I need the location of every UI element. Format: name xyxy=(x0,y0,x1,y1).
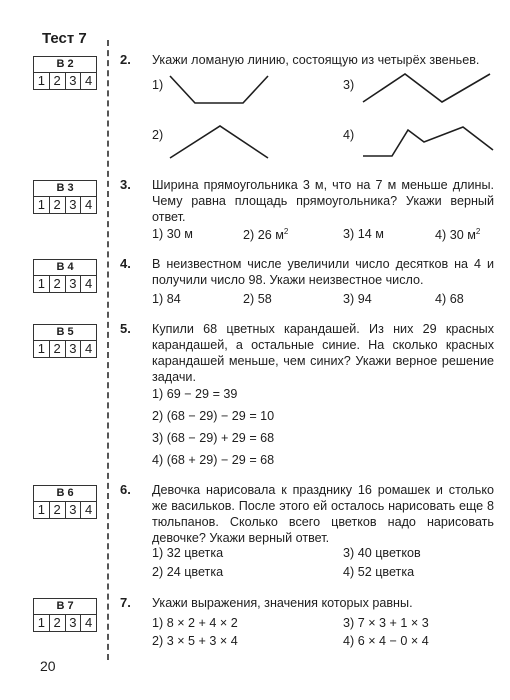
answer-box-b7 xyxy=(33,598,97,632)
answer-cell[interactable]: 3 xyxy=(66,276,82,292)
question-text: Укажи ломаную линию, состоящую из четырёх звеньев. xyxy=(152,53,480,67)
answer-box-label: В 4 xyxy=(33,259,97,275)
answer-cell[interactable]: 3 xyxy=(66,73,82,89)
answer-option[interactable]: 1) 30 м xyxy=(152,227,193,241)
superscript: 2 xyxy=(475,227,481,236)
question-text: Укажи выражения, значения которых равны. xyxy=(152,596,413,610)
option-label: 4) xyxy=(343,128,355,142)
answer-option[interactable]: 4) 6 × 4 − 0 × 4 xyxy=(343,634,429,648)
question-text: Купили 68 цветных карандашей. Из них 29 красных карандашей, а остальные синие. На сколько красных карандашей меньше, чем синих? Укажи верное решение задачи. xyxy=(152,322,494,384)
answer-cell[interactable]: 2 xyxy=(50,73,66,89)
answer-box-b3 xyxy=(33,180,97,214)
answer-box-label: В 7 xyxy=(33,598,97,614)
question-text: В неизвестном числе увеличили число десятков на 4 и получили число 98. Укажи неизвестное число. xyxy=(152,257,494,287)
superscript: 2 xyxy=(283,227,289,236)
answer-box-b5 xyxy=(33,324,97,358)
answer-cell[interactable]: 1 xyxy=(34,276,50,292)
answer-cell[interactable]: 2 xyxy=(50,502,66,518)
answer-cell[interactable]: 2 xyxy=(50,341,66,357)
question-number: 5. xyxy=(120,321,131,336)
answer-cell[interactable]: 1 xyxy=(34,615,50,631)
answer-cell[interactable]: 4 xyxy=(85,502,93,517)
answer-cell[interactable]: 3 xyxy=(66,615,82,631)
answer-cell[interactable]: 4 xyxy=(85,341,93,356)
answer-option[interactable]: 3) 14 м xyxy=(343,227,384,241)
question-text: Ширина прямоугольника 3 м, что на 7 м меньше длины. Чему равна площадь прямоугольника? Укажи верный ответ. xyxy=(152,178,494,224)
answer-cell[interactable]: 1 xyxy=(34,341,50,357)
question-number: 7. xyxy=(120,595,131,610)
page-number: 20 xyxy=(40,658,56,674)
polyline-figure-4[interactable] xyxy=(360,118,495,163)
answer-option[interactable]: 4) (68 + 29) − 29 = 68 xyxy=(152,453,275,467)
option-label: 2) xyxy=(152,128,164,142)
answer-cell[interactable]: 4 xyxy=(85,276,93,291)
answer-cell[interactable]: 1 xyxy=(34,502,50,518)
answer-box-label: В 6 xyxy=(33,485,97,501)
answer-option[interactable]: 2) 24 цветка xyxy=(152,565,224,579)
answer-box-b2 xyxy=(33,56,97,90)
answer-box-label: В 2 xyxy=(33,56,97,72)
answer-option[interactable]: 2) 3 × 5 + 3 × 4 xyxy=(152,634,238,648)
question-number: 4. xyxy=(120,256,131,271)
answer-option[interactable]: 1) 8 × 2 + 4 × 2 xyxy=(152,616,238,630)
answer-option[interactable]: 4) 68 xyxy=(435,292,464,306)
answer-cell[interactable]: 4 xyxy=(85,73,93,88)
answer-option[interactable]: 3) 94 xyxy=(343,292,372,306)
answer-box-b6 xyxy=(33,485,97,519)
polyline-figure-2[interactable] xyxy=(165,120,275,165)
answer-cell[interactable]: 4 xyxy=(85,615,93,630)
answer-option[interactable]: 3) (68 − 29) + 29 = 68 xyxy=(152,431,275,445)
answer-box-b4 xyxy=(33,259,97,293)
answer-box-label: В 5 xyxy=(33,324,97,340)
question-text: Девочка нарисовала к празднику 16 ромашек и столько же васильков. После этого ей осталось нарисовать еще 8 тюльпанов. Сколько всего цветков надо нарисовать девочке? Укажи верный ответ. xyxy=(152,483,494,545)
answer-option[interactable]: 4) 52 цветка xyxy=(343,565,415,579)
test-title: Тест 7 xyxy=(42,30,87,47)
question-number: 3. xyxy=(120,177,131,192)
answer-option[interactable]: 1) 69 − 29 = 39 xyxy=(152,387,238,401)
answer-cell[interactable]: 3 xyxy=(66,341,82,357)
answer-cell[interactable]: 3 xyxy=(66,197,82,213)
answer-option[interactable]: 2) 58 xyxy=(243,292,272,306)
answer-cell[interactable]: 4 xyxy=(85,197,93,212)
dashed-separator xyxy=(107,40,109,660)
option-text: 2) 26 м xyxy=(243,228,284,243)
option-label: 3) xyxy=(343,78,355,92)
answer-cell[interactable]: 3 xyxy=(66,502,82,518)
answer-option[interactable]: 1) 84 xyxy=(152,292,181,306)
answer-option[interactable]: 3) 40 цветков xyxy=(343,546,421,560)
answer-cell[interactable]: 2 xyxy=(50,197,66,213)
polyline-figure-1[interactable] xyxy=(165,70,275,110)
answer-option[interactable]: 1) 32 цветка xyxy=(152,546,224,560)
polyline-figure-3[interactable] xyxy=(360,70,495,110)
answer-option[interactable]: 3) 7 × 3 + 1 × 3 xyxy=(343,616,429,630)
answer-cell[interactable]: 1 xyxy=(34,197,50,213)
answer-option[interactable] xyxy=(435,227,480,242)
answer-box-label: В 3 xyxy=(33,180,97,196)
answer-cell[interactable]: 2 xyxy=(50,276,66,292)
answer-option[interactable] xyxy=(243,227,288,242)
option-label: 1) xyxy=(152,78,164,92)
answer-option[interactable]: 2) (68 − 29) − 29 = 10 xyxy=(152,409,275,423)
question-number: 6. xyxy=(120,482,131,497)
option-text: 4) 30 м xyxy=(435,228,476,243)
answer-cell[interactable]: 2 xyxy=(50,615,66,631)
answer-cell[interactable]: 1 xyxy=(34,73,50,89)
question-number: 2. xyxy=(120,52,131,67)
